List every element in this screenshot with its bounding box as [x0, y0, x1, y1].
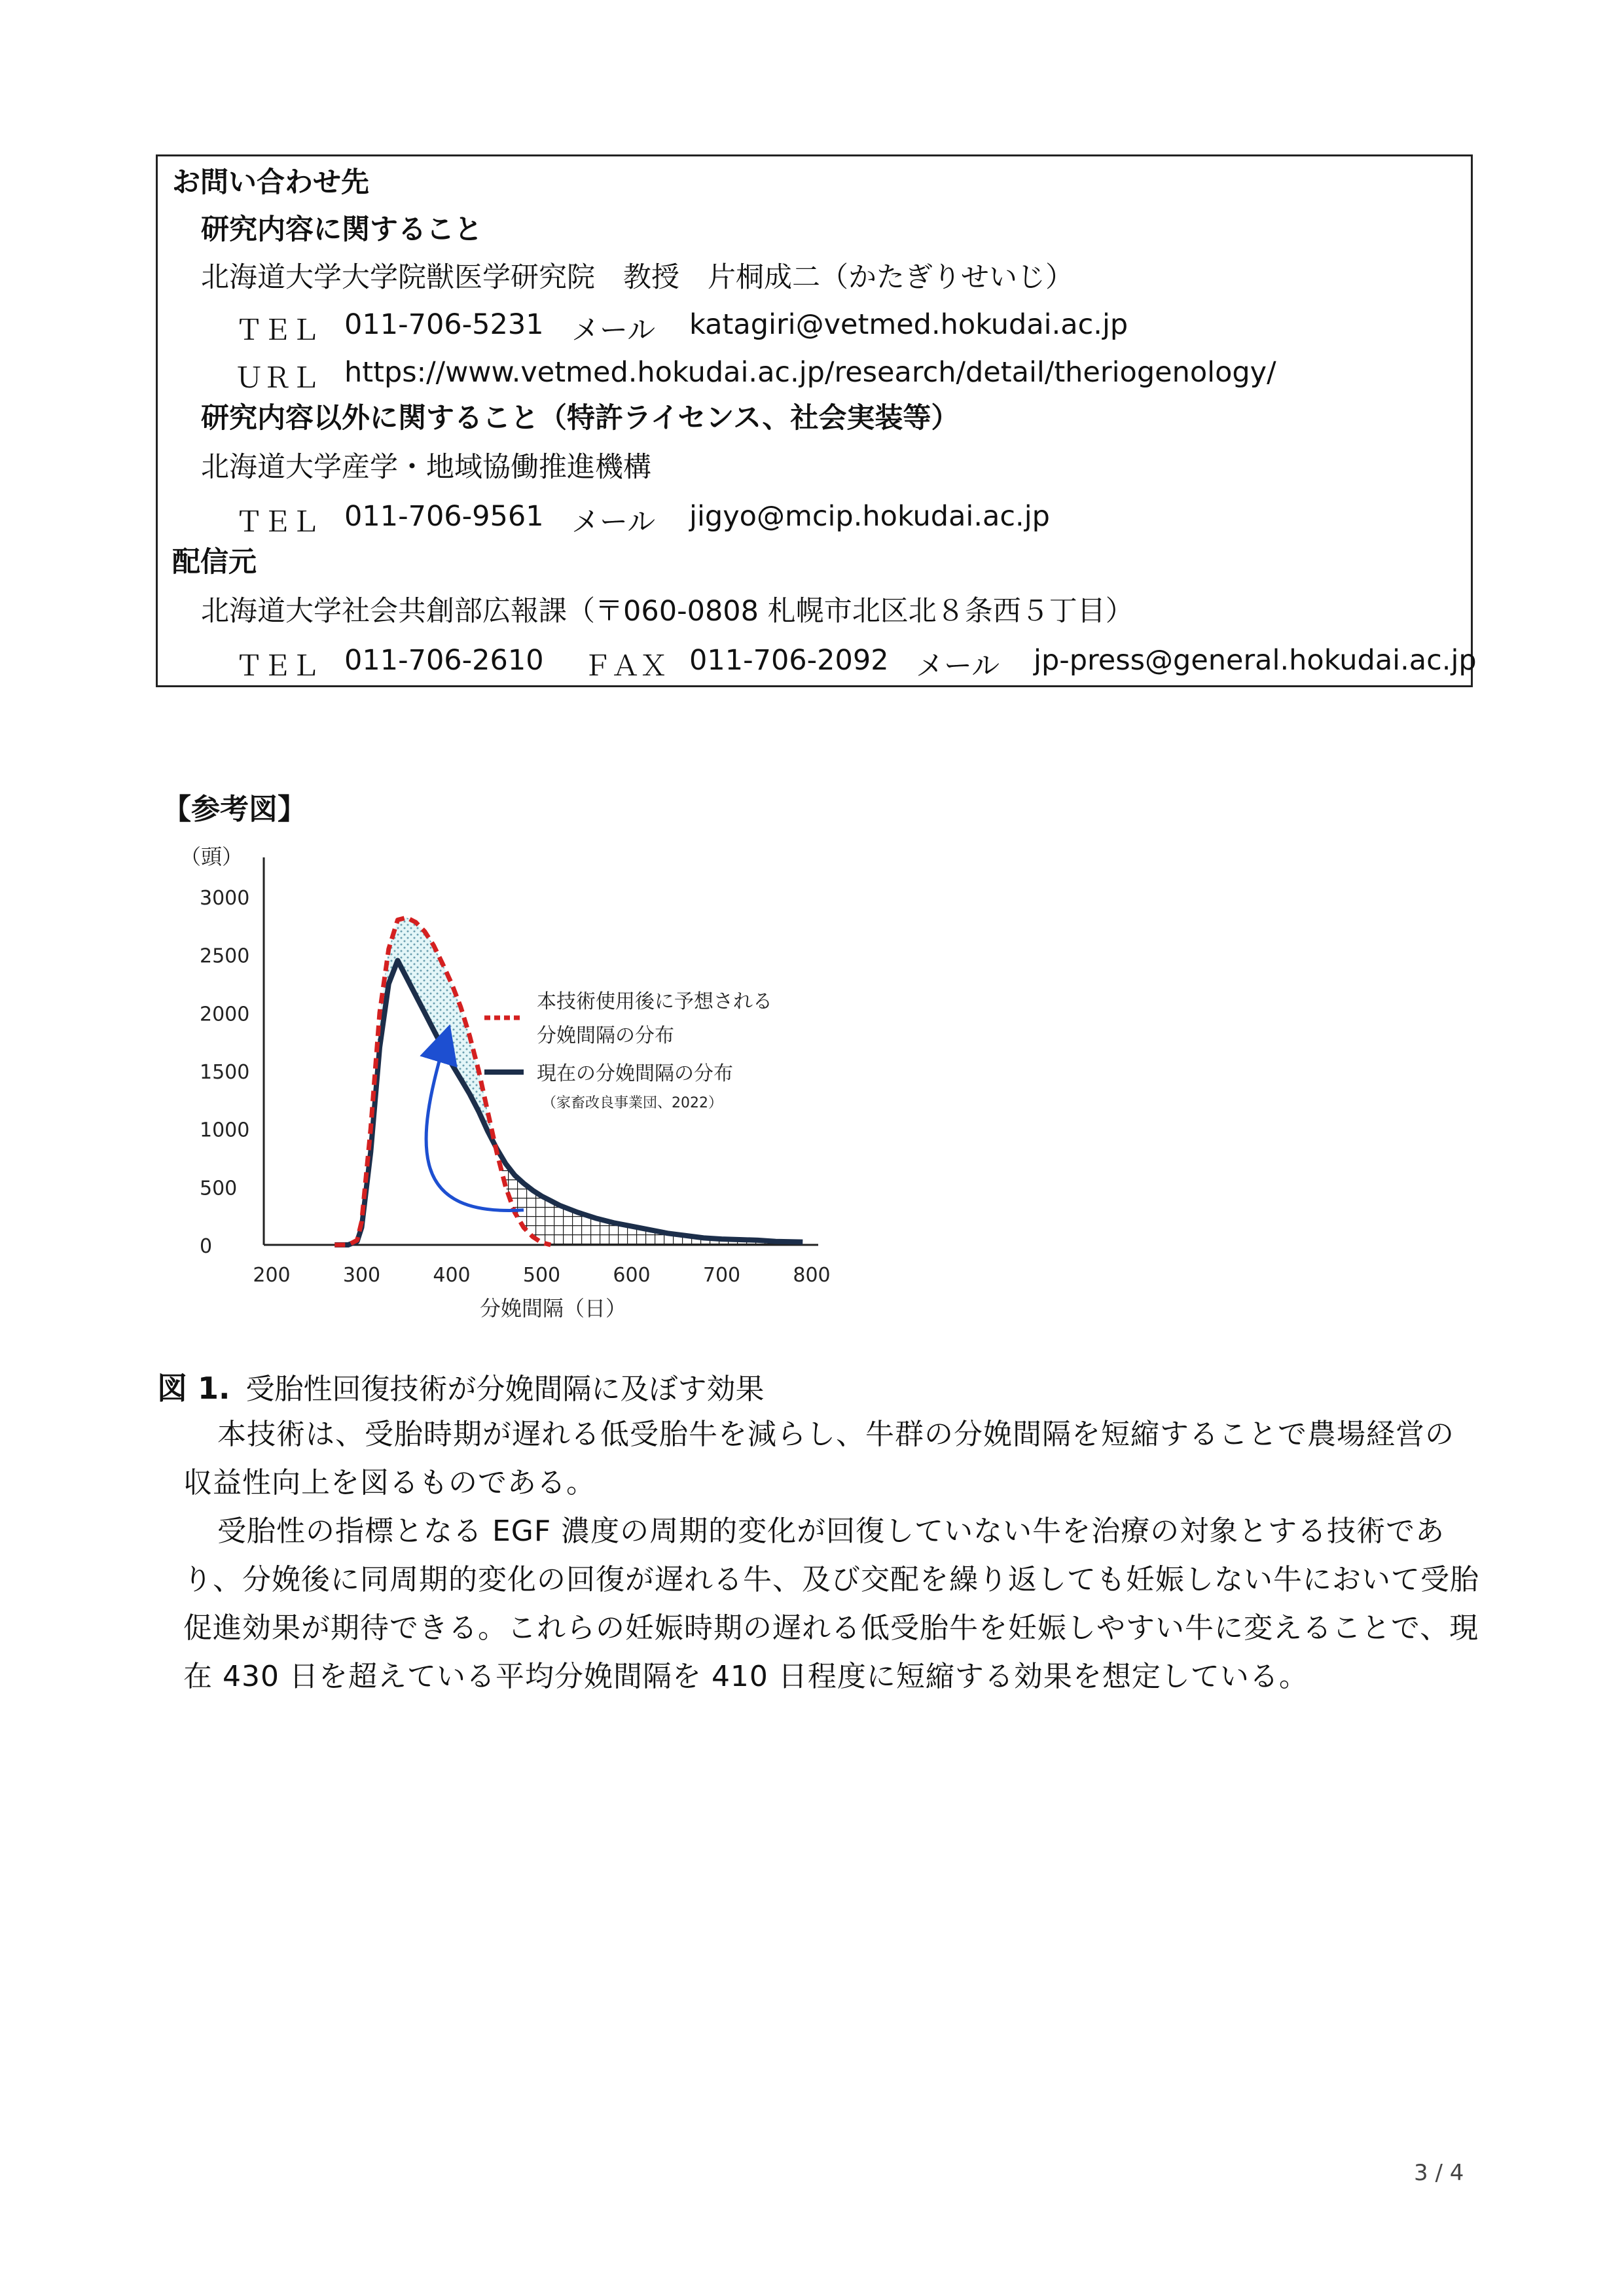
research-tel: 011-706-5231 — [344, 308, 544, 341]
distributor-heading: 配信元 — [172, 546, 257, 579]
expected-gain-area — [362, 918, 496, 1227]
other-mail-link[interactable]: jigyo@mcip.hokudai.ac.jp — [689, 500, 1050, 533]
distributor-mail-link[interactable]: jp-press@general.hokudai.ac.jp — [1034, 644, 1477, 677]
tel-label: ＴＥＬ — [235, 314, 319, 347]
research-url-link[interactable]: https://www.vetmed.hokudai.ac.jp/research/detail/theriogenology/ — [344, 356, 1276, 389]
calving-interval-chart — [151, 831, 857, 1348]
distributor-fax: 011-706-2092 — [689, 644, 889, 677]
research-mail-link[interactable]: katagiri@vetmed.hokudai.ac.jp — [689, 308, 1128, 341]
legend-expected-line2: 分娩間隔の分布 — [537, 1024, 674, 1047]
legend-source: （家畜改良事業団、2022） — [542, 1095, 723, 1111]
y-tick-label: 3000 — [200, 887, 250, 910]
y-axis-label: （頭） — [180, 844, 244, 869]
body-paragraph-1: 本技術は、受胎時期が遅れる低受胎牛を減らし、牛群の分娩間隔を短縮することで農場経営の収益性向上を図るものである。 — [183, 1418, 1454, 1499]
other-org: 北海道大学産学・地域協働推進機構 — [201, 451, 651, 484]
other-heading: 研究内容以外に関すること（特許ライセンス、社会実装等） — [201, 402, 960, 435]
x-tick-label: 800 — [793, 1264, 831, 1287]
contact-box — [156, 154, 1477, 687]
page-number: 3 / 4 — [1414, 2160, 1464, 2186]
other-tel: 011-706-9561 — [344, 500, 544, 533]
body-paragraph-2: 受胎性の指標となる EGF 濃度の周期的変化が回復していない牛を治療の対象とする技術であり、分娩後に同周期的変化の回復が遅れる牛、及び交配を繰り返しても妊娠しない牛において受胎促進効果が期待できる。これらの妊娠時期の遅れる低受胎牛を妊娠しやすい牛に変えることで、現在 430 日を超えている平均分娩間隔を 410 日程度に短縮する効果を想定している。 — [183, 1515, 1479, 1693]
y-tick-label: 1500 — [200, 1061, 250, 1084]
x-tick-label: 200 — [253, 1264, 291, 1287]
figure-caption-text: 受胎性回復技術が分娩間隔に及ぼす効果 — [245, 1372, 765, 1406]
contact-heading: お問い合わせ先 — [172, 166, 369, 199]
y-tick-label: 0 — [200, 1235, 213, 1258]
x-tick-label: 400 — [433, 1264, 471, 1287]
mail-label: メール — [916, 650, 1000, 683]
y-tick-label: 500 — [200, 1177, 238, 1200]
url-label: ＵＲＬ — [235, 362, 319, 395]
mail-label: メール — [571, 314, 656, 347]
legend-expected-line1: 本技術使用後に予想される — [537, 990, 772, 1013]
x-tick-label: 700 — [702, 1264, 741, 1287]
x-tick-label: 300 — [342, 1264, 381, 1287]
research-heading: 研究内容に関すること — [201, 213, 482, 246]
mail-label: メール — [571, 506, 656, 539]
figure-caption — [157, 1365, 765, 1408]
y-tick-label: 2500 — [200, 944, 250, 968]
fax-label: ＦＡＸ — [583, 650, 668, 683]
figure-number: 図 1. — [157, 1371, 230, 1406]
x-tick-label: 600 — [613, 1264, 651, 1287]
legend-current: 現在の分娩間隔の分布 — [537, 1062, 733, 1085]
reference-heading: 【参考図】 — [162, 793, 306, 826]
y-tick-label: 1000 — [200, 1119, 250, 1142]
y-tick-label: 2000 — [200, 1003, 250, 1026]
tel-label: ＴＥＬ — [235, 506, 319, 539]
distributor-tel: 011-706-2610 — [344, 644, 544, 677]
x-axis-label: 分娩間隔（日） — [479, 1296, 627, 1321]
research-org: 北海道大学大学院獣医学研究院 教授 片桐成二（かたぎりせいじ） — [201, 261, 1074, 294]
x-tick-label: 500 — [522, 1264, 561, 1287]
distributor-org: 北海道大学社会共創部広報課（〒060-0808 札幌市北区北８条西５丁目） — [201, 595, 1134, 628]
tel-label: ＴＥＬ — [235, 650, 319, 683]
